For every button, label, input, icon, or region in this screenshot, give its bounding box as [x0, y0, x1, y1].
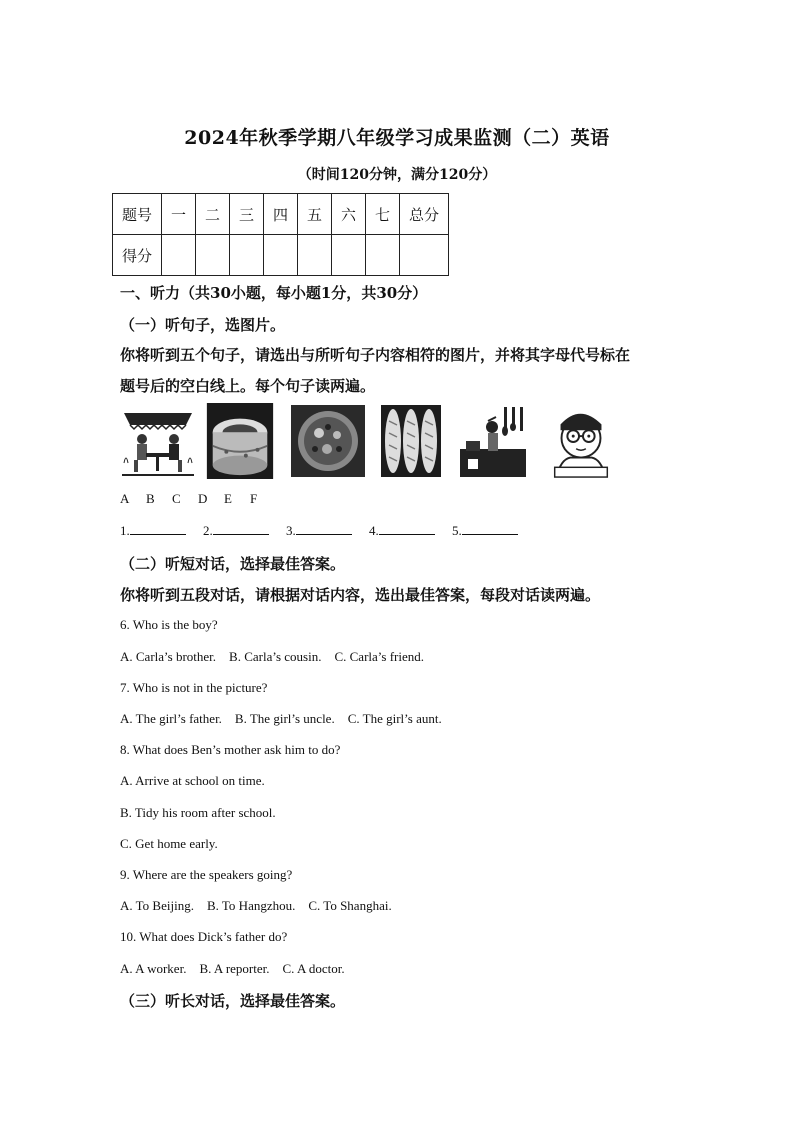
- score-table-score-row: [113, 235, 449, 276]
- score-input-cell[interactable]: [230, 235, 264, 276]
- blank-number: 4.: [369, 523, 379, 538]
- score-input-cell[interactable]: [196, 235, 230, 276]
- answer-blanks: [120, 522, 532, 539]
- picture-letter: B: [146, 491, 155, 506]
- boy-glasses-picture: [546, 403, 616, 479]
- score-cell: 六: [332, 194, 366, 235]
- question-line: 9. Where are the speakers going?: [120, 867, 293, 882]
- part1-instruction-line2: 题号后的空白线上。每个句子读两遍。: [120, 377, 376, 395]
- answer-line[interactable]: [462, 522, 518, 535]
- picture-letter: E: [224, 491, 232, 506]
- page-title: 2024年秋季学期八年级学习成果监测（二）英语: [184, 127, 610, 149]
- part1-instruction-line1: 你将听到五个句子，请选出与所听句子内容相符的图片，并将其字母代号标在: [120, 346, 631, 364]
- picture-letter: C: [172, 491, 181, 506]
- question-line: 8. What does Ben’s mother ask him to do?: [120, 742, 341, 757]
- answer-line[interactable]: [296, 522, 352, 535]
- pizza-picture: [291, 403, 365, 479]
- score-input-cell[interactable]: [400, 235, 449, 276]
- kitchen-cook-picture: [458, 403, 528, 479]
- answer-line[interactable]: [213, 522, 269, 535]
- bread-loaves-picture: [381, 403, 441, 479]
- score-cell: 二: [196, 194, 230, 235]
- options-line: A. A worker. B. A reporter. C. A doctor.: [120, 961, 345, 976]
- answer-blank: [369, 522, 435, 539]
- part1-heading: （一）听句子，选图片。: [120, 316, 286, 334]
- picture-letter: F: [250, 491, 258, 506]
- score-cell: 总分: [400, 194, 449, 235]
- option-line: A. Arrive at school on time.: [120, 773, 265, 788]
- answer-blank: [452, 522, 518, 539]
- score-cell: 得分: [113, 235, 162, 276]
- answer-line[interactable]: [130, 522, 186, 535]
- cake-picture: [206, 403, 274, 479]
- score-input-cell[interactable]: [332, 235, 366, 276]
- score-input-cell[interactable]: [366, 235, 400, 276]
- score-cell: 五: [298, 194, 332, 235]
- options-line: A. The girl’s father. B. The girl’s uncle. C. The girl’s aunt.: [120, 711, 442, 726]
- score-table: [112, 193, 449, 276]
- part2-heading: （二）听短对话，选择最佳答案。: [120, 555, 346, 573]
- options-line: A. To Beijing. B. To Hangzhou. C. To Shanghai.: [120, 898, 392, 913]
- exam-time-info: （时间120分钟，满分120分）: [297, 167, 497, 183]
- score-table-header-row: [113, 194, 449, 235]
- score-cell: 三: [230, 194, 264, 235]
- picture-letters: [120, 491, 276, 507]
- question-line: 10. What does Dick’s father do?: [120, 929, 288, 944]
- score-input-cell[interactable]: [298, 235, 332, 276]
- answer-blank: [120, 522, 186, 539]
- options-line: A. Carla’s brother. B. Carla’s cousin. C. Carla’s friend.: [120, 649, 425, 664]
- blank-number: 3.: [286, 523, 296, 538]
- section-heading-listening: 一、听力（共30小题，每小题1分，共30分）: [120, 284, 428, 302]
- answer-line[interactable]: [379, 522, 435, 535]
- score-cell: 题号: [113, 194, 162, 235]
- answer-blank: [203, 522, 269, 539]
- picture-letter: A: [120, 491, 130, 506]
- answer-blank: [286, 522, 352, 539]
- option-line: C. Get home early.: [120, 836, 218, 851]
- score-input-cell[interactable]: [162, 235, 196, 276]
- blank-number: 1.: [120, 523, 130, 538]
- blank-number: 2.: [203, 523, 213, 538]
- blank-number: 5.: [452, 523, 462, 538]
- question-line: 7. Who is not in the picture?: [120, 680, 268, 695]
- question-line: 6. Who is the boy?: [120, 617, 218, 632]
- part3-heading: （三）听长对话，选择最佳答案。: [120, 992, 346, 1010]
- score-cell: 七: [366, 194, 400, 235]
- score-cell: 四: [264, 194, 298, 235]
- option-line: B. Tidy his room after school.: [120, 805, 276, 820]
- cafe-couple-picture: [120, 403, 196, 479]
- picture-letter: D: [198, 491, 208, 506]
- score-input-cell[interactable]: [264, 235, 298, 276]
- part2-instruction: 你将听到五段对话，请根据对话内容，选出最佳答案，每段对话读两遍。: [120, 586, 601, 604]
- score-cell: 一: [162, 194, 196, 235]
